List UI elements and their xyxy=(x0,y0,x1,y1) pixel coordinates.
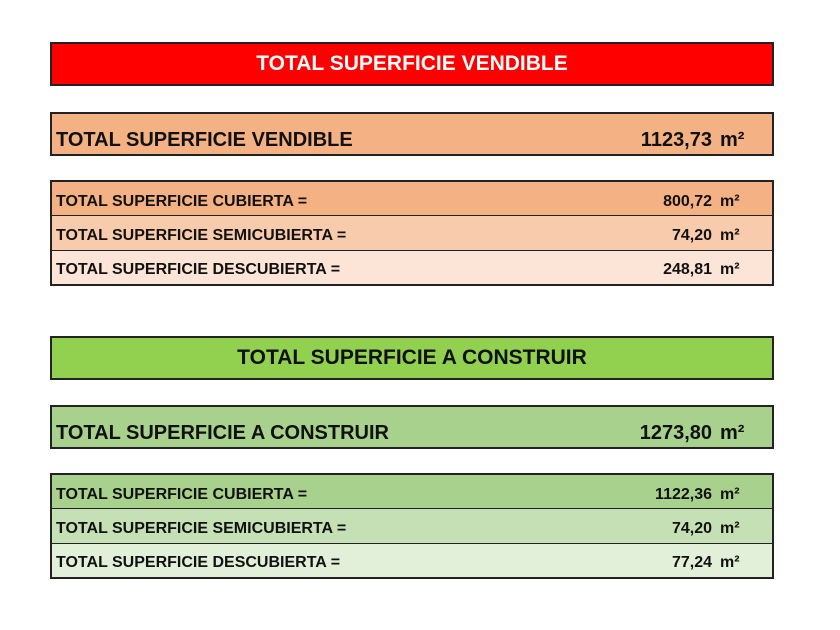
row-label: TOTAL SUPERFICIE SEMICUBIERTA = xyxy=(56,519,347,537)
row-value: 74,20 xyxy=(671,226,712,244)
vendible-row-descubierta xyxy=(52,251,772,284)
vendible-total-value: 1123,73 xyxy=(640,128,712,151)
row-label: TOTAL SUPERFICIE DESCUBIERTA = xyxy=(56,554,341,572)
construir-total-row xyxy=(50,405,774,449)
vendible-row-semicubierta xyxy=(52,216,772,250)
construir-breakdown-table xyxy=(50,473,774,579)
row-unit: m² xyxy=(720,192,740,210)
construir-row-descubierta xyxy=(52,544,772,577)
row-value: 77,24 xyxy=(671,554,712,572)
row-label: TOTAL SUPERFICIE SEMICUBIERTA = xyxy=(56,226,347,244)
row-label: TOTAL SUPERFICIE CUBIERTA = xyxy=(56,192,308,210)
row-unit: m² xyxy=(720,261,740,279)
row-value: 74,20 xyxy=(671,519,712,537)
row-value: 800,72 xyxy=(663,192,712,210)
vendible-header xyxy=(50,42,774,86)
construir-row-semicubierta xyxy=(52,509,772,543)
vendible-total-row xyxy=(50,112,774,156)
vendible-breakdown-table xyxy=(50,180,774,286)
row-unit: m² xyxy=(720,519,740,537)
vendible-total-label: TOTAL SUPERFICIE VENDIBLE xyxy=(56,128,353,151)
row-label: TOTAL SUPERFICIE DESCUBIERTA = xyxy=(56,261,341,279)
construir-header xyxy=(50,336,774,380)
construir-total-value: 1273,80 xyxy=(639,421,712,444)
vendible-total-unit: m² xyxy=(720,128,745,151)
construir-row-cubierta xyxy=(52,475,772,509)
construir-total-label: TOTAL SUPERFICIE A CONSTRUIR xyxy=(56,421,389,444)
vendible-row-cubierta xyxy=(52,182,772,216)
row-unit: m² xyxy=(720,226,740,244)
vendible-header-text: TOTAL SUPERFICIE VENDIBLE xyxy=(256,52,568,75)
row-unit: m² xyxy=(720,485,740,503)
row-value: 248,81 xyxy=(663,261,712,279)
construir-total-unit: m² xyxy=(720,421,745,444)
row-value: 1122,36 xyxy=(655,485,712,503)
row-unit: m² xyxy=(720,554,740,572)
row-label: TOTAL SUPERFICIE CUBIERTA = xyxy=(56,485,308,503)
construir-header-text: TOTAL SUPERFICIE A CONSTRUIR xyxy=(237,346,587,369)
